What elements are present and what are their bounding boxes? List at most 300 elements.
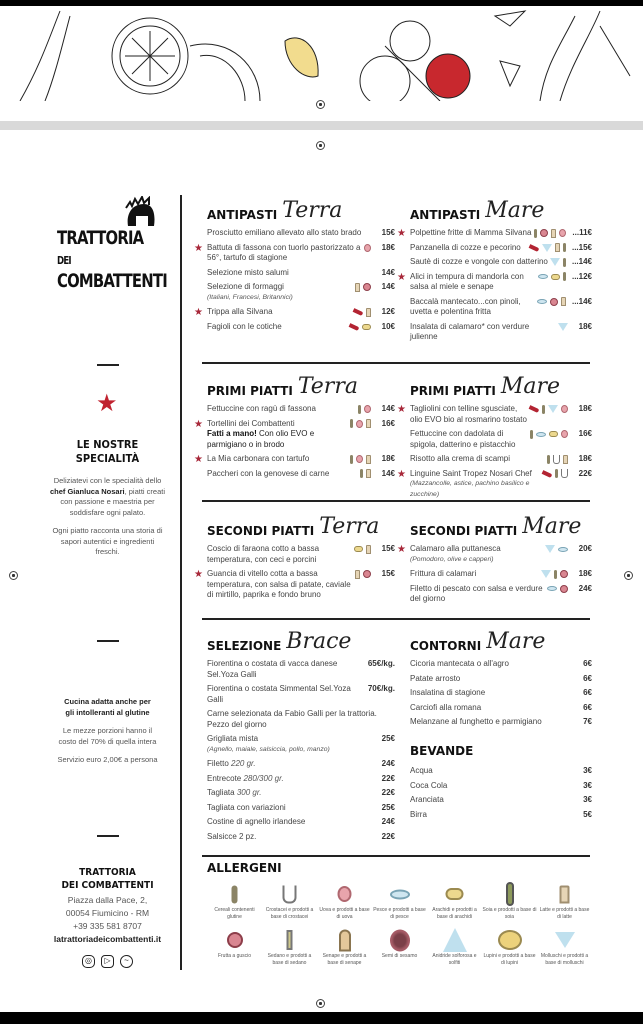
section-title: ANTIPASTI — [410, 208, 481, 222]
menu-item — [410, 454, 592, 465]
allergen-label: Molluschi e prodotti a base di molluschi — [540, 953, 589, 966]
menu-item — [410, 569, 592, 580]
item-text — [410, 404, 529, 425]
registration-mark — [9, 571, 18, 580]
divider — [202, 618, 590, 620]
allergen-icons — [355, 282, 371, 292]
section-heading — [410, 512, 592, 538]
item-text — [410, 272, 538, 293]
allergen-legend-item — [207, 927, 262, 967]
senape-icon — [339, 929, 351, 951]
item-price: 18€ — [381, 454, 395, 463]
molluschi-icon — [555, 932, 575, 948]
item-price: 18€ — [578, 569, 592, 578]
item-name: Acqua — [410, 766, 433, 775]
glutine-icon — [547, 455, 550, 464]
menu-item — [410, 810, 592, 821]
section-heading — [410, 196, 592, 222]
item-name: Alici in tempura di mandorla con salsa al miele e senape — [410, 271, 524, 291]
half-portion-note: Le mezze porzioni hanno il costo del 70% di quella intera — [58, 726, 157, 746]
allergen-icons — [358, 404, 371, 414]
star-icon: ★ — [194, 454, 203, 465]
allergen-icons — [547, 454, 568, 464]
item-text — [207, 817, 377, 828]
latte-icon — [563, 455, 568, 464]
item-name: Carne selezionata da Fabio Galli per la trattoria. Pezzo del giorno — [207, 709, 377, 729]
item-name: Melanzane al funghetto e parmigiano — [410, 717, 542, 726]
item-weight: 220 gr. — [231, 759, 256, 768]
glutine-icon — [232, 885, 238, 903]
menu-item — [207, 734, 395, 755]
item-text — [410, 544, 545, 565]
peperoncino-icon — [353, 308, 364, 316]
item-name: Coscio di faraona cotto a bassa temperatura, con ceci e porcini — [207, 544, 320, 564]
item-price: 24€ — [578, 583, 592, 593]
item-text — [410, 228, 534, 239]
latte-icon — [355, 283, 360, 292]
item-name: Polpettine fritte di Mamma Silvana — [410, 228, 532, 237]
pesce-icon — [538, 274, 548, 279]
menu-item — [410, 688, 592, 699]
section-script-title: Brace — [286, 629, 352, 654]
item-price: 5€ — [583, 809, 592, 819]
allergen-legend-item — [537, 881, 592, 921]
phone-number[interactable]: +39 335 581 8707 — [73, 921, 142, 931]
item-name: Aranciata — [410, 795, 444, 804]
uova-icon — [364, 244, 371, 252]
item-name: Cicoria mantecata o all'agro — [410, 659, 509, 668]
star-icon: ★ — [397, 544, 406, 555]
item-price: 3€ — [583, 766, 592, 775]
menu-item — [207, 228, 395, 239]
item-price: 22€ — [381, 831, 395, 841]
divider — [202, 500, 590, 502]
item-text — [410, 717, 574, 728]
allergen-legend-item — [537, 927, 592, 967]
menu-item — [410, 297, 592, 318]
star-icon: ★ — [194, 242, 203, 254]
section-title: SECONDI PIATTI — [207, 524, 315, 538]
allergen-icons — [538, 272, 566, 282]
peperoncino-icon — [529, 244, 540, 252]
glutine-icon — [360, 469, 363, 478]
item-price: 7€ — [583, 717, 592, 726]
allergen-label: Latte e prodotti a base di latte — [539, 907, 590, 920]
uova-icon — [561, 430, 568, 438]
glutine-icon — [534, 229, 537, 238]
guscio-icon — [363, 570, 371, 578]
item-name: Tagliata con variazioni — [207, 802, 286, 812]
item-text — [207, 803, 377, 814]
section-antipasti-terra — [194, 196, 395, 336]
item-weight: 300 gr. — [236, 788, 262, 797]
allergen-icons — [364, 243, 371, 253]
section-primi-mare — [397, 372, 592, 504]
item-text — [207, 469, 360, 480]
item-price: 18€ — [578, 404, 592, 413]
pesce-icon — [547, 586, 557, 591]
item-name: Insalata di calamaro* con verdure julienne — [410, 321, 530, 341]
item-text — [410, 703, 574, 714]
section-script-title: Mare — [500, 374, 560, 399]
allergen-icons — [353, 307, 371, 317]
allergen-icons — [360, 469, 371, 479]
item-text — [207, 759, 377, 770]
uova-icon — [364, 405, 371, 413]
item-name: Fiorentina o costata di vacca danese Sel.Yoza Galli — [207, 659, 338, 679]
soia-icon — [506, 882, 514, 906]
item-price: 3€ — [583, 780, 592, 790]
item-price: ...14€ — [571, 296, 592, 306]
section-primi-terra — [194, 372, 395, 483]
item-price: 70€/kg. — [367, 684, 395, 693]
item-price: 6€ — [583, 702, 592, 712]
crostacei-icon — [553, 455, 560, 464]
glutine-icon — [555, 469, 558, 478]
allergeni-title: ALLERGENI — [207, 861, 282, 875]
latte-icon — [366, 469, 371, 478]
item-price: 22€ — [578, 468, 592, 478]
specialita-block — [40, 438, 175, 558]
arachidi-icon — [551, 274, 560, 280]
allergen-label: Pesce e prodotti a base di pesce — [373, 907, 426, 920]
crostacei-icon — [561, 469, 568, 478]
allergen-icons — [550, 257, 566, 267]
guscio-icon — [363, 283, 371, 291]
item-text — [410, 766, 574, 777]
menu-item — [397, 228, 592, 239]
allergen-label: Uova e prodotti a base di uova — [319, 907, 370, 920]
item-name: Battuta di fassona con tuorlo pastorizzato a 56°, tartufo di stagione — [207, 242, 361, 262]
menu-item — [397, 271, 592, 293]
section-heading — [207, 196, 395, 222]
menu-item — [410, 243, 592, 254]
allergen-icons — [529, 404, 568, 414]
text: Deliziatevi con le specialità dello — [53, 476, 162, 485]
section-heading — [207, 512, 395, 538]
item-text — [207, 832, 377, 843]
text: , piatti creati con passione e maestria per soddisfare ogni palato. — [60, 486, 166, 517]
item-text — [207, 243, 364, 264]
item-price: 25€ — [381, 734, 395, 743]
item-weight: 280/300 gr. — [243, 773, 284, 783]
allergen-icons — [558, 322, 568, 332]
item-name: Selezione misto salumi — [207, 267, 289, 277]
item-name: Tagliata — [207, 788, 235, 797]
allergen-label: Senape e prodotti a base di senape — [322, 953, 367, 966]
item-price: 20€ — [578, 544, 592, 553]
item-name: Insalatina di stagione — [410, 688, 486, 697]
molluschi-icon — [545, 545, 555, 553]
item-price: 16€ — [578, 429, 592, 438]
item-text — [207, 544, 354, 565]
menu-item — [410, 781, 592, 792]
food-illustration-banner — [0, 6, 643, 101]
contact-name-1: TRATTORIA — [79, 867, 136, 878]
lupini-icon — [498, 930, 522, 950]
menu-item — [410, 429, 592, 450]
section-title: PRIMI PIATTI — [207, 384, 293, 398]
uova-icon — [356, 420, 363, 428]
crostacei-icon — [283, 885, 297, 903]
menu-item — [207, 832, 395, 843]
item-price: 18€ — [578, 321, 592, 331]
sedano-icon — [287, 930, 293, 950]
item-description — [207, 429, 350, 450]
item-text — [410, 795, 574, 806]
menu-item — [207, 659, 395, 680]
website-link[interactable]: latrattoriadeicombattenti.it — [53, 934, 162, 944]
item-text — [207, 307, 353, 318]
menu-item — [207, 322, 395, 333]
menu-item — [410, 257, 592, 268]
molluschi-icon — [550, 258, 560, 266]
item-price: 16€ — [381, 418, 395, 428]
menu-item — [207, 404, 395, 415]
item-price: 24€ — [381, 817, 395, 826]
item-price: 12€ — [381, 307, 395, 316]
arachidi-icon — [446, 888, 464, 900]
latte-icon — [366, 419, 371, 428]
item-text — [410, 297, 537, 318]
item-text — [410, 257, 550, 268]
item-text — [207, 774, 377, 785]
menu-item — [194, 307, 395, 318]
item-text — [207, 268, 377, 279]
glutine-icon — [358, 405, 361, 414]
allergen-legend-grid — [207, 881, 597, 967]
menu-item — [194, 454, 395, 465]
item-name: Trippa alla Silvana — [207, 307, 273, 316]
brand-logo — [57, 228, 187, 291]
item-name: Fiorentina o costata Simmental Sel.Yoza Galli — [207, 684, 351, 704]
item-name: Guancia di vitello cotta a bassa temperatura, con salsa di patate, caviale di mirtillo, paprika e fondo bruno — [207, 569, 351, 599]
registration-mark — [316, 100, 325, 109]
guscio-icon — [540, 229, 548, 237]
gluten-free-note: Cucina adatta anche per gli intolleranti al glutine — [64, 697, 151, 717]
allergen-legend-item — [482, 927, 537, 967]
item-price: 6€ — [583, 673, 592, 683]
contact-block — [40, 866, 175, 968]
menu-item — [397, 468, 592, 501]
item-name: Linguine Saint Tropez Nosari Chef — [410, 468, 532, 478]
star-icon: ★ — [194, 418, 203, 430]
item-price: 18€ — [578, 454, 592, 463]
section-heading — [207, 372, 395, 398]
item-note: (Mazzancolle, astice, pachino basilico e zucchine) — [410, 480, 530, 498]
allergen-icon-box — [207, 881, 262, 907]
glutine-icon — [350, 419, 353, 428]
specialita-paragraph-1 — [48, 476, 167, 518]
item-name: Fettuccine con ragù di fassona — [207, 404, 316, 413]
item-text — [207, 454, 350, 465]
section-script-title: Terra — [319, 514, 380, 539]
section-secondi-terra — [194, 512, 395, 605]
star-icon: ★ — [96, 390, 118, 417]
item-price: ...11€ — [572, 228, 592, 237]
allergen-icons — [530, 429, 568, 439]
allergen-icons — [349, 322, 371, 332]
item-description-text: Con olio EVO e parmigiano o in brodo — [207, 429, 315, 449]
menu-item — [410, 795, 592, 806]
allergen-label: Lupini e prodotti a base di lupini — [483, 953, 536, 966]
allergen-icons — [350, 454, 371, 464]
guscio-icon — [560, 585, 568, 593]
item-name: Filetto — [207, 759, 229, 768]
latte-icon — [555, 243, 560, 252]
allergen-icons — [537, 297, 566, 307]
allergen-label: Semi di sesamo — [381, 953, 418, 959]
section-antipasti-mare — [397, 196, 592, 347]
allergen-legend-item — [427, 881, 482, 921]
item-name: Frittura di calamari — [410, 569, 477, 578]
item-name: Fettuccine con dadolata di spigola, datterino e pistacchio — [410, 429, 516, 449]
menu-item — [410, 674, 592, 685]
section-title: PRIMI PIATTI — [410, 384, 496, 398]
item-price: ...15€ — [571, 242, 592, 252]
allergen-icons — [542, 469, 568, 479]
menu-item — [207, 774, 395, 785]
section-secondi-mare — [397, 512, 592, 609]
arachidi-icon — [354, 546, 363, 552]
arachidi-icon — [362, 324, 371, 330]
allergen-icon-box — [372, 927, 427, 953]
vertical-divider — [180, 195, 182, 970]
youtube-icon[interactable]: ▷ — [101, 955, 114, 968]
menu-item — [207, 788, 395, 799]
item-text — [410, 688, 574, 699]
allergen-icons — [534, 228, 566, 238]
section-contorni — [410, 627, 592, 732]
allergen-label: Arachidi e prodotti a base di arachidi — [432, 907, 477, 920]
allergen-icon-box — [427, 881, 482, 907]
item-price: 14€ — [381, 282, 395, 291]
uova-icon — [338, 886, 352, 902]
chef-name: chef Gianluca Nosari — [49, 486, 125, 496]
section-title: SELEZIONE — [207, 639, 282, 653]
allergen-icons — [545, 544, 568, 554]
divider — [97, 835, 119, 837]
item-text — [410, 781, 574, 792]
solfiti-icon — [443, 928, 467, 952]
allergen-label: Crostacei e prodotti a base di crostacei — [265, 907, 314, 920]
item-name: Costine di agnello irlandese — [207, 817, 306, 826]
item-price: 6€ — [583, 688, 592, 697]
allergen-legend-item — [262, 881, 317, 921]
allergen-label: Sedano e prodotti a base di sedano — [267, 953, 312, 966]
item-name: Patate arrosto — [410, 673, 461, 683]
section-script-title: Mare — [486, 629, 546, 654]
item-text — [410, 810, 574, 821]
allergen-legend-item — [372, 881, 427, 921]
molluschi-icon — [542, 244, 552, 252]
glutine-icon — [530, 430, 533, 439]
item-name: Fagioli con le cotiche — [207, 321, 282, 331]
item-text — [410, 659, 574, 670]
sesamo-icon — [390, 929, 410, 951]
item-name: Risotto alla crema di scampi — [410, 454, 511, 463]
pesce-icon — [558, 547, 568, 552]
item-name: Entrecote — [207, 773, 242, 783]
section-title: ANTIPASTI — [207, 208, 278, 222]
allergen-icon-box — [317, 927, 372, 953]
messenger-icon[interactable]: ~ — [120, 955, 133, 968]
item-price: 14€ — [381, 404, 395, 413]
allergen-icon-box — [427, 927, 482, 953]
section-title: SECONDI PIATTI — [410, 524, 518, 538]
item-text — [410, 674, 574, 685]
menu-item — [207, 282, 395, 303]
allergen-icons — [529, 243, 566, 253]
specialita-title — [47, 438, 169, 466]
latte-icon — [366, 545, 371, 554]
pesce-icon — [537, 299, 547, 304]
item-text — [410, 469, 542, 501]
menu-item — [410, 659, 592, 670]
uova-icon — [561, 405, 568, 413]
menu-item — [194, 569, 395, 601]
instagram-icon[interactable]: ◎ — [82, 955, 95, 968]
item-text — [410, 569, 541, 580]
peperoncino-icon — [529, 405, 540, 413]
guscio-icon — [560, 570, 568, 578]
allergen-icon-box — [482, 927, 537, 953]
item-name: Prosciutto emiliano allevato allo stato brado — [207, 228, 362, 237]
specialita-paragraph-2: Ogni piatto racconta una storia di sapori autentici e ingredienti freschi. — [52, 526, 163, 556]
specialita-title-2: SPECIALITÀ — [75, 452, 140, 465]
item-name: Birra — [410, 809, 427, 819]
item-text — [207, 788, 377, 799]
latte-icon — [560, 885, 570, 903]
allergen-icon-box — [537, 881, 592, 907]
section-script-title: Mare — [485, 198, 545, 223]
item-text — [207, 569, 355, 601]
latte-icon — [561, 297, 566, 306]
divider — [202, 362, 590, 364]
glutine-icon — [563, 243, 566, 252]
item-description-bold: Fatti a mano! — [207, 429, 257, 438]
allergen-icon-box — [537, 927, 592, 953]
section-heading — [410, 627, 592, 653]
item-price: 22€ — [381, 773, 395, 783]
peperoncino-icon — [542, 470, 553, 478]
allergen-legend-item — [262, 927, 317, 967]
item-text — [410, 243, 529, 254]
divider — [97, 640, 119, 642]
info-block — [40, 697, 175, 766]
allergen-icon-box — [262, 927, 317, 953]
allergen-label: Anidride solforosa e solfiti — [432, 953, 477, 966]
item-text — [207, 684, 368, 705]
menu-item — [410, 322, 592, 343]
item-name: Sautè di cozze e vongole con datterino — [410, 257, 548, 266]
allergen-label: Frutta a guscio — [217, 953, 252, 959]
item-price: 15€ — [381, 569, 395, 578]
allergen-label: Cereali contenenti glutine — [214, 907, 255, 920]
item-price: 65€/kg. — [367, 659, 395, 668]
allergen-legend-item — [317, 927, 372, 967]
item-text — [207, 322, 349, 333]
uova-icon — [356, 455, 363, 463]
item-price: 24€ — [381, 759, 395, 768]
allergen-icon-box — [482, 881, 537, 907]
item-text — [207, 282, 355, 303]
divider — [97, 364, 119, 366]
menu-item — [410, 766, 592, 777]
glutine-icon — [563, 258, 566, 267]
page-separator-strip — [0, 121, 643, 130]
section-bevande — [410, 734, 592, 824]
